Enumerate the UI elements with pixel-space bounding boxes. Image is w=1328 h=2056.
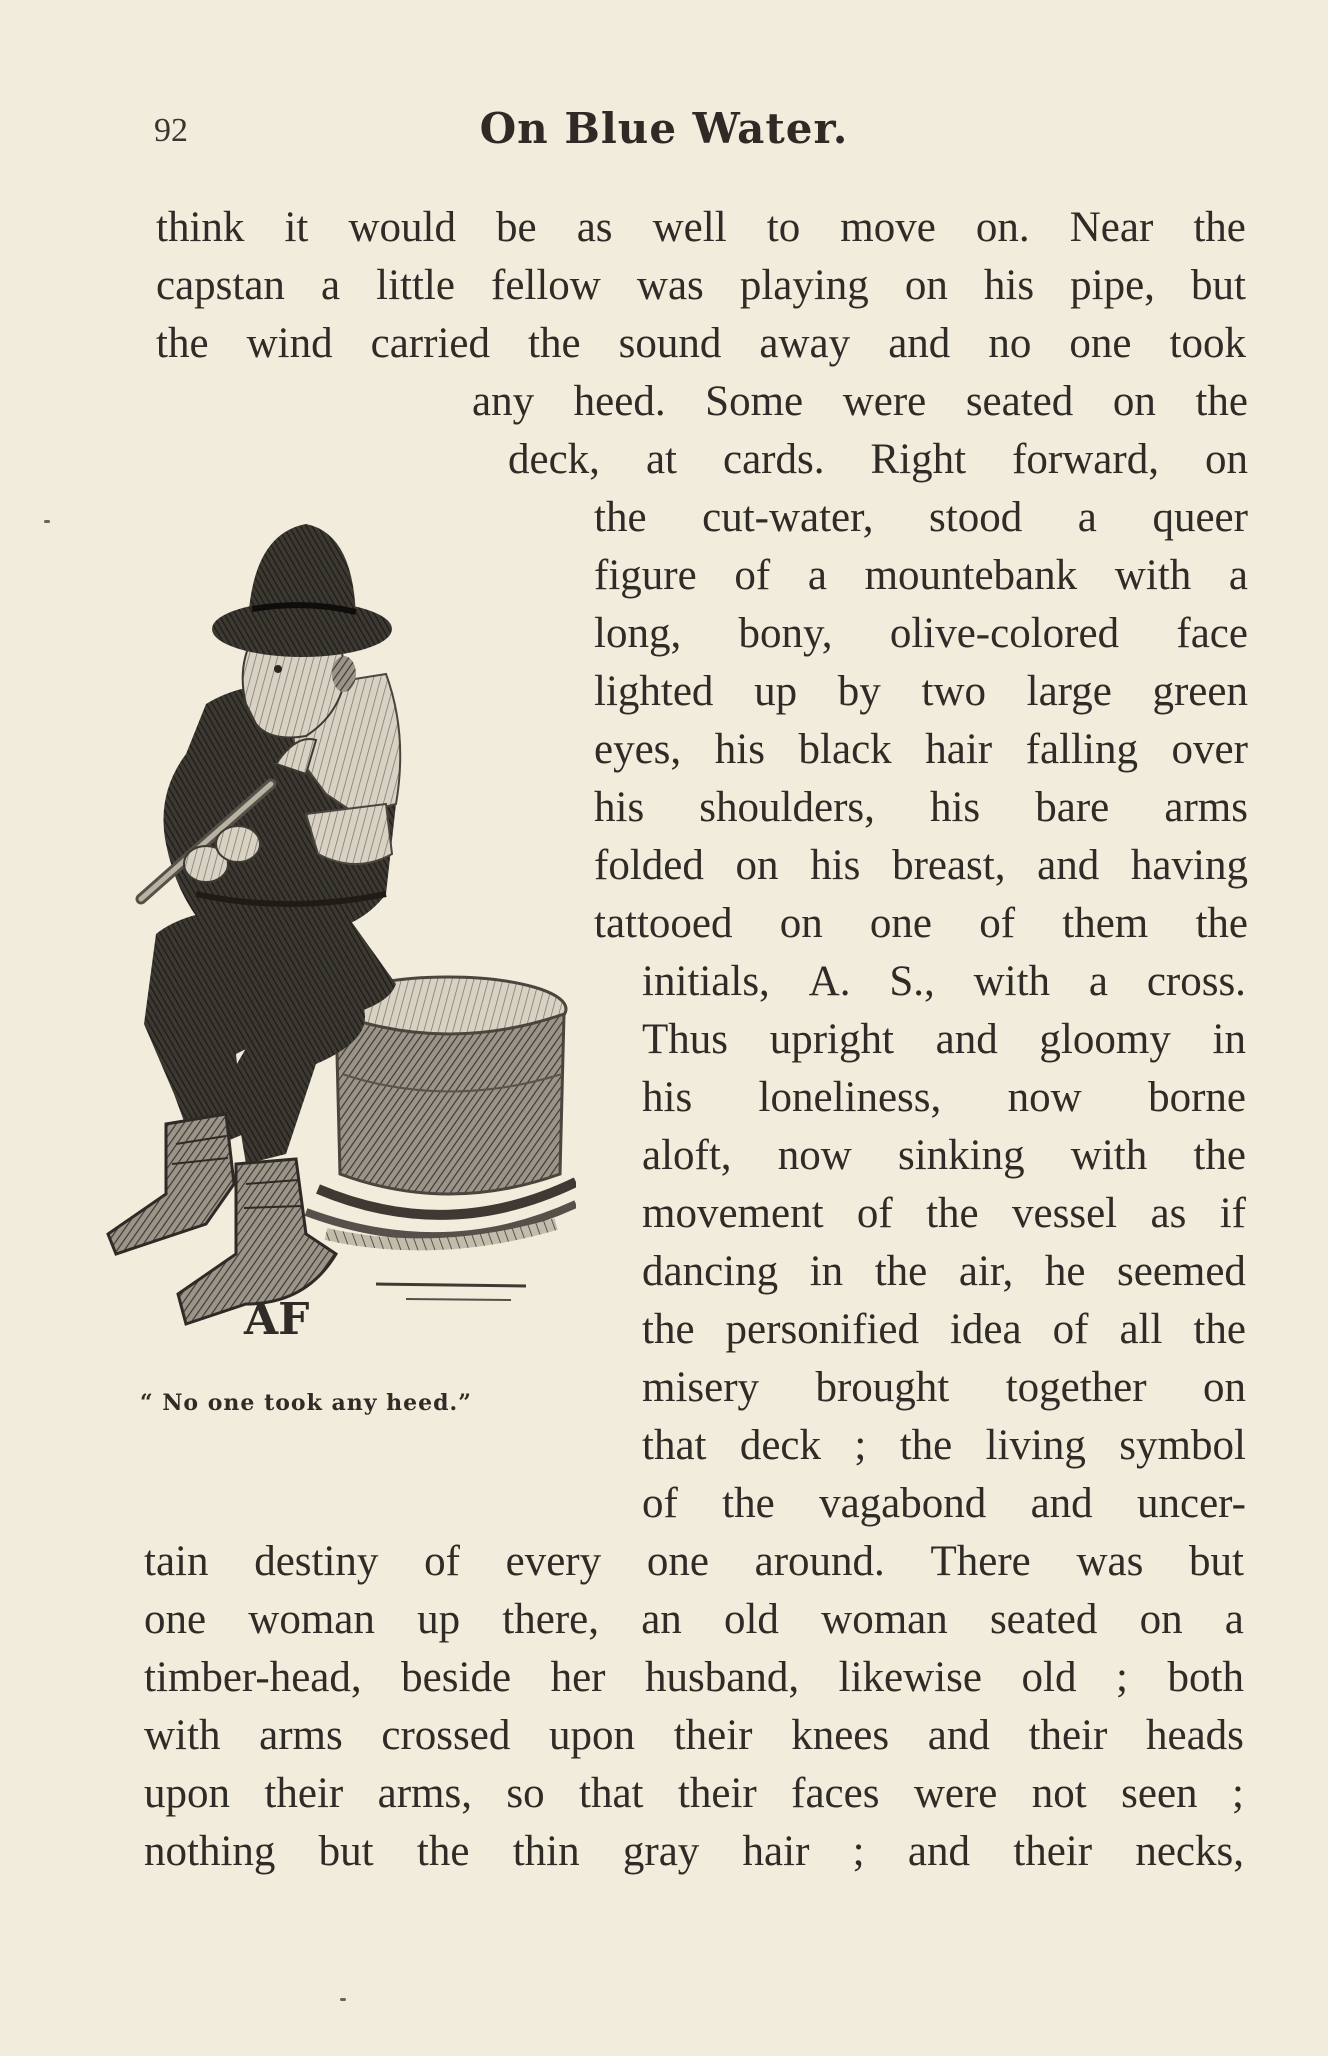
text-line: the wind carried the sound away and no one took [156, 320, 1246, 367]
text-line: eyes, his black hair falling over [594, 726, 1248, 773]
text-line: any heed. Some were seated on the [472, 378, 1248, 425]
text-line: capstan a little fellow was playing on his pipe, but [156, 262, 1246, 309]
running-head: On Blue Water. [479, 104, 849, 153]
text-line: upon their arms, so that their faces were not seen ; [144, 1770, 1244, 1817]
text-line: deck, at cards. Right forward, on [508, 436, 1248, 483]
hat [212, 524, 392, 657]
text-line: with arms crossed upon their knees and their heads [144, 1712, 1244, 1759]
text-line: figure of a mountebank with a [594, 552, 1248, 599]
text-line: the cut-water, stood a queer [594, 494, 1248, 541]
text-line: long, bony, olive-colored face [594, 610, 1248, 657]
text-line: of the vagabond and uncer- [642, 1480, 1246, 1527]
text-line: that deck ; the living symbol [642, 1422, 1246, 1469]
text-line: movement of the vessel as if [642, 1190, 1246, 1237]
page-number: 92 [154, 112, 188, 149]
text-line: his shoulders, his bare arms [594, 784, 1248, 831]
monogram: AF [244, 1294, 310, 1345]
text-line: his loneliness, now borne [642, 1074, 1246, 1121]
text-line: one woman up there, an old woman seated on a [144, 1596, 1244, 1643]
margin-mark [340, 1998, 346, 2001]
text-line: misery brought together on [642, 1364, 1246, 1411]
text-line: folded on his breast, and having [594, 842, 1248, 889]
text-line: tattooed on one of them the [594, 900, 1248, 947]
text-line: timber-head, beside her husband, likewise old ; both [144, 1654, 1244, 1701]
text-line: dancing in the air, he seemed [642, 1248, 1246, 1295]
boots [108, 1114, 336, 1324]
text-line: initials, A. S., with a cross. [642, 958, 1246, 1005]
text-line: nothing but the thin gray hair ; and their necks, [144, 1828, 1244, 1875]
illustration-boy-with-pipe [56, 374, 576, 1384]
text-line: Thus upright and gloomy in [642, 1016, 1246, 1063]
text-line: the personified idea of all the [642, 1306, 1246, 1353]
text-line: think it would be as well to move on. Near the [156, 204, 1246, 251]
margin-mark [44, 520, 50, 523]
text-line: tain destiny of every one around. There was but [144, 1538, 1244, 1585]
text-line: lighted up by two large green [594, 668, 1248, 715]
text-line: aloft, now sinking with the [642, 1132, 1246, 1179]
illustration-caption: “ No one took any heed.” [140, 1390, 472, 1416]
